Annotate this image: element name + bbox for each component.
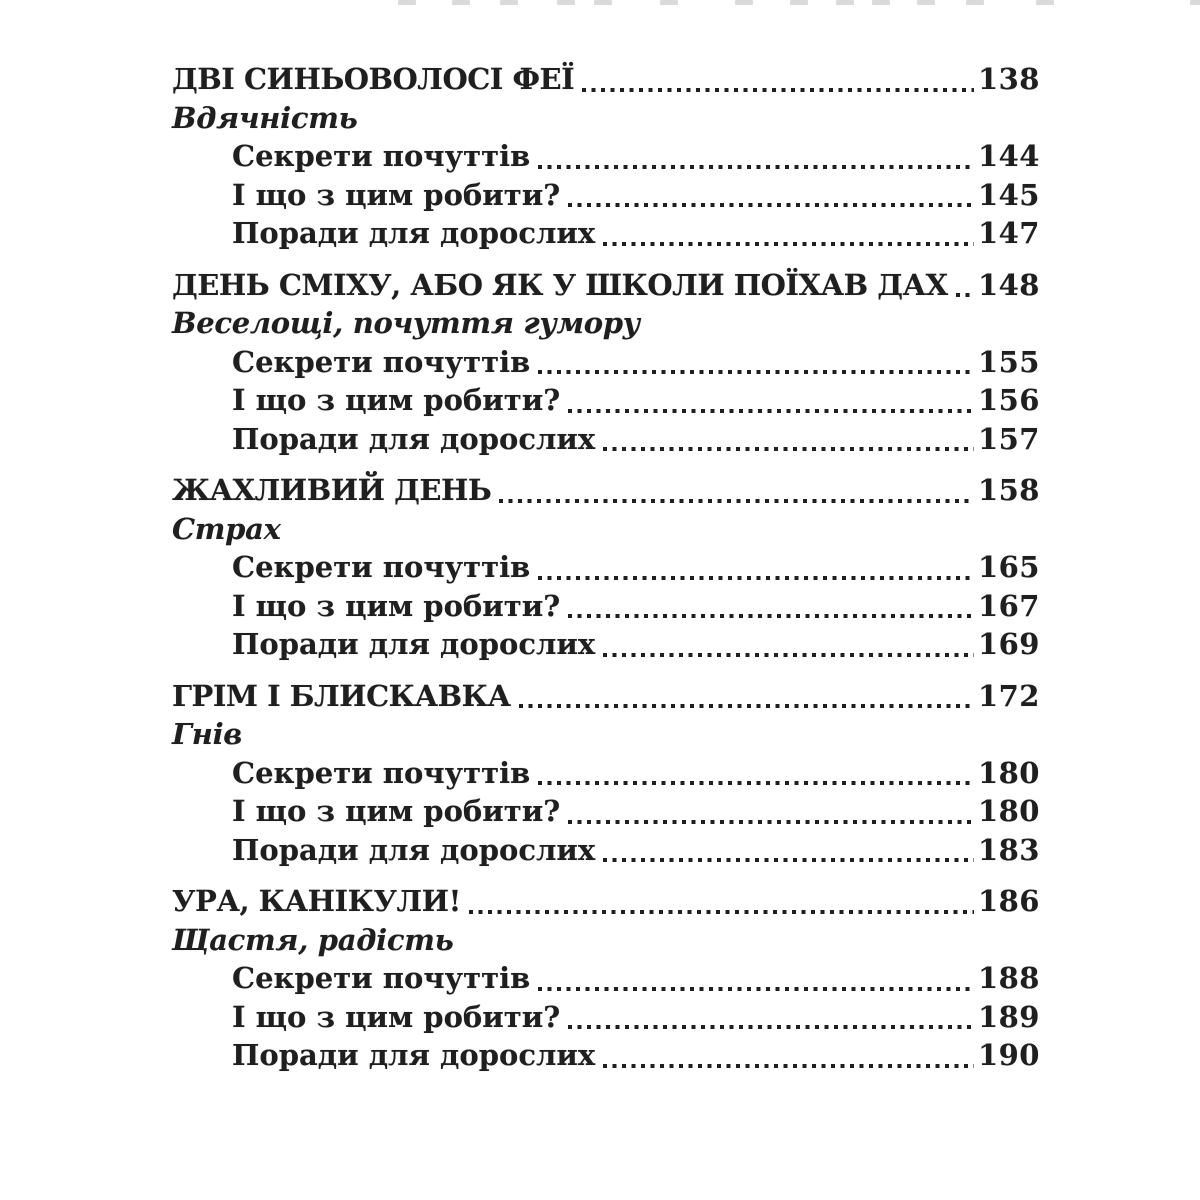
toc-item-row [172, 381, 1040, 420]
dot-leader [568, 381, 974, 420]
page-number: 167 [977, 588, 1040, 623]
toc-subtitle-row [172, 715, 1040, 754]
toc-section [172, 677, 1040, 870]
toc-title-row [172, 471, 1040, 510]
dot-leader [538, 754, 974, 793]
dot-leader [538, 548, 974, 587]
toc-item-label: І що з цим робити? [232, 383, 561, 417]
toc-section [172, 266, 1040, 459]
toc-item-label: Поради для дорослих [232, 1038, 596, 1072]
toc-subtitle-label: Вдячність [172, 100, 358, 135]
scan-artifact-mark [594, 0, 612, 5]
toc-item-row [172, 1036, 1040, 1075]
toc-item-row [172, 548, 1040, 587]
scan-artifact-mark [1036, 0, 1054, 5]
toc-title-label: УРА, КАНІКУЛИ! [172, 884, 461, 918]
toc-item-label: Секрети почуттів [232, 344, 531, 379]
toc-subtitle-row [172, 510, 1040, 549]
page-number: 169 [977, 627, 1040, 661]
toc-item-row [172, 792, 1040, 831]
toc-item-label: Секрети почуттів [232, 755, 531, 790]
dot-leader [603, 214, 974, 253]
toc-subtitle-label: Страх [172, 511, 281, 546]
toc-title-label: ГРІМ І БЛИСКАВКА [172, 678, 511, 713]
page-number: 172 [977, 678, 1040, 713]
dot-leader [568, 792, 974, 831]
toc-item-row [172, 343, 1040, 382]
page-number: 147 [977, 216, 1040, 250]
toc-item-label: Поради для дорослих [232, 832, 596, 867]
toc-section [172, 882, 1040, 1075]
page-number: 145 [977, 177, 1040, 212]
toc-subtitle-row [172, 921, 1040, 960]
dot-leader [469, 882, 974, 921]
scan-artifact-mark [735, 0, 753, 5]
toc-item-row [172, 420, 1040, 459]
toc [172, 60, 1040, 1088]
page-number: 188 [977, 961, 1040, 995]
toc-title-label: ДЕНЬ СМІХУ, АБО ЯК У ШКОЛИ ПОЇХАВ ДАХ [172, 267, 948, 302]
toc-item-label: Секрети почуттів [232, 961, 531, 995]
dot-leader [519, 677, 974, 716]
dot-leader [568, 587, 974, 626]
page-number: 158 [977, 473, 1040, 507]
page-number: 183 [977, 832, 1040, 867]
page-number: 138 [977, 62, 1040, 96]
page-number: 180 [977, 755, 1040, 790]
toc-item-row [172, 137, 1040, 176]
toc-item-label: Секрети почуттів [232, 550, 531, 584]
dot-leader [956, 266, 974, 305]
scan-artifact-mark [500, 0, 518, 5]
toc-item-row [172, 959, 1040, 998]
toc-item-row [172, 998, 1040, 1037]
toc-subtitle-label: Гнів [172, 717, 243, 751]
scan-artifact-mark [557, 0, 575, 5]
toc-item-label: Секрети почуттів [232, 139, 531, 173]
scan-artifact-mark [872, 0, 890, 5]
page-number: 148 [977, 267, 1040, 302]
toc-item-row [172, 754, 1040, 793]
page-number: 189 [977, 999, 1040, 1034]
dot-leader [603, 420, 974, 459]
dot-leader [568, 998, 974, 1037]
dot-leader [582, 60, 974, 99]
toc-subtitle-row [172, 304, 1040, 343]
toc-item-row [172, 176, 1040, 215]
page-number: 180 [977, 794, 1040, 828]
toc-item-label: Поради для дорослих [232, 627, 596, 661]
toc-item-label: Поради для дорослих [232, 421, 596, 456]
scan-artifact-mark [966, 0, 984, 5]
dot-leader [603, 625, 974, 664]
page-number: 157 [977, 421, 1040, 456]
dot-leader [538, 343, 974, 382]
dot-leader [568, 176, 974, 215]
toc-item-label: Поради для дорослих [232, 216, 596, 250]
toc-item-row [172, 625, 1040, 664]
scan-artifact-mark [398, 0, 416, 5]
toc-title-label: ДВІ СИНЬОВОЛОСІ ФЕЇ [172, 62, 575, 96]
toc-subtitle-label: Веселощі, почуття гумору [172, 306, 640, 340]
dot-leader [499, 471, 974, 510]
dot-leader [603, 1036, 974, 1075]
dot-leader [538, 959, 974, 998]
toc-subtitle-row [172, 99, 1040, 138]
toc-section [172, 471, 1040, 664]
toc-subtitle-label: Щастя, радість [172, 922, 454, 957]
scan-artifact-mark [917, 0, 935, 5]
page-number: 156 [977, 383, 1040, 417]
dot-leader [538, 137, 974, 176]
page-number: 155 [977, 344, 1040, 379]
page-number: 165 [977, 550, 1040, 584]
dot-leader [603, 831, 974, 870]
toc-title-row [172, 882, 1040, 921]
toc-section [172, 60, 1040, 253]
toc-item-label: І що з цим робити? [232, 177, 561, 212]
toc-item-label: І що з цим робити? [232, 588, 561, 623]
toc-item-row [172, 587, 1040, 626]
page-number: 144 [977, 139, 1040, 173]
scan-artifact-mark [836, 0, 854, 5]
toc-title-row [172, 60, 1040, 99]
page-number: 186 [977, 884, 1040, 918]
toc-item-label: І що з цим робити? [232, 999, 561, 1034]
scan-artifact-mark [1190, 0, 1200, 5]
page-number: 190 [977, 1038, 1040, 1072]
scan-artifact-mark [452, 0, 470, 5]
toc-item-row [172, 214, 1040, 253]
toc-title-row [172, 266, 1040, 305]
toc-title-label: ЖАХЛИВИЙ ДЕНЬ [172, 473, 492, 507]
toc-item-label: І що з цим робити? [232, 794, 561, 828]
toc-title-row [172, 677, 1040, 716]
scan-artifact-mark [790, 0, 808, 5]
scan-artifact-mark [660, 0, 678, 5]
toc-item-row [172, 831, 1040, 870]
